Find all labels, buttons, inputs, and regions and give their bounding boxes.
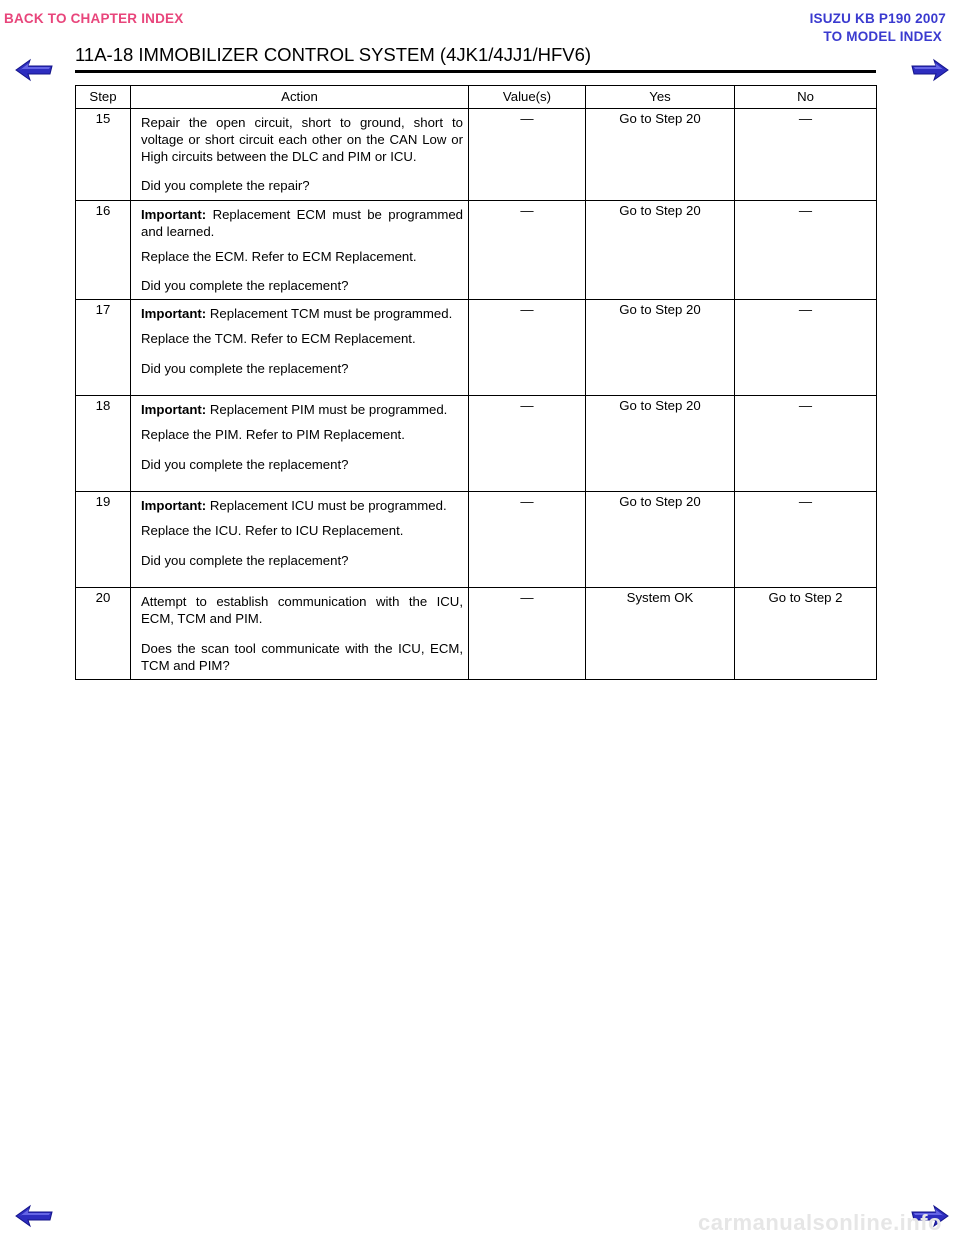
to-model-index-link[interactable]: TO MODEL INDEX bbox=[823, 29, 942, 44]
important-label: Important: bbox=[141, 306, 207, 322]
action-instruction: Replace the ECM. Refer to ECM Replacement. bbox=[141, 248, 417, 264]
header-values: Value(s) bbox=[469, 86, 586, 109]
action-cell bbox=[131, 300, 469, 396]
table-header-row bbox=[76, 86, 877, 109]
back-to-chapter-index-link[interactable]: BACK TO CHAPTER INDEX bbox=[4, 11, 184, 26]
yes-cell: Go to Step 20 bbox=[586, 300, 735, 396]
action-cell bbox=[131, 588, 469, 680]
step-number: 17 bbox=[76, 300, 131, 396]
important-label: Important: bbox=[141, 498, 207, 514]
header-yes: Yes bbox=[586, 86, 735, 109]
value-cell: — bbox=[469, 300, 586, 396]
action-question: Did you complete the replacement? bbox=[141, 360, 349, 376]
action-question: Did you complete the replacement? bbox=[141, 278, 349, 294]
action-question: Did you complete the replacement? bbox=[141, 456, 349, 472]
action-instruction: Repair the open circuit, short to ground, short to voltage or short circuit each other on the CAN Low or High circuits between the DLC and PIM or ICU. bbox=[141, 115, 463, 165]
watermark: carmanualsonline.info bbox=[698, 1210, 942, 1235]
page-title: 11A-18 IMMOBILIZER CONTROL SYSTEM (4JK1/4JJ1/HFV6) bbox=[75, 44, 592, 65]
action-question: Did you complete the replacement? bbox=[141, 552, 349, 568]
previous-page-arrow-icon[interactable] bbox=[14, 58, 54, 82]
value-cell: — bbox=[469, 396, 586, 492]
action-cell bbox=[131, 396, 469, 492]
value-cell: — bbox=[469, 109, 586, 201]
action-instruction: Replace the ICU. Refer to ICU Replacement. bbox=[141, 523, 404, 539]
important-label: Important: bbox=[141, 402, 207, 418]
model-title-link[interactable]: ISUZU KB P190 2007 bbox=[809, 11, 946, 26]
step-number: 18 bbox=[76, 396, 131, 492]
step-number: 16 bbox=[76, 200, 131, 300]
step-number: 20 bbox=[76, 588, 131, 680]
yes-cell: Go to Step 20 bbox=[586, 492, 735, 588]
table-row bbox=[76, 492, 877, 588]
important-text: Replacement ECM must be programmed and learned. bbox=[141, 206, 463, 239]
action-cell bbox=[131, 492, 469, 588]
important-note bbox=[141, 401, 463, 418]
no-cell: Go to Step 2 bbox=[735, 588, 877, 680]
next-page-arrow-icon[interactable] bbox=[910, 58, 950, 82]
important-text: Replacement ICU must be programmed. bbox=[209, 498, 447, 514]
table-row bbox=[76, 588, 877, 680]
no-cell: — bbox=[735, 300, 877, 396]
header-action: Action bbox=[131, 86, 469, 109]
value-cell: — bbox=[469, 588, 586, 680]
yes-cell: Go to Step 20 bbox=[586, 109, 735, 201]
table-row bbox=[76, 396, 877, 492]
action-instruction: Replace the PIM. Refer to PIM Replacement. bbox=[141, 427, 405, 443]
step-number: 15 bbox=[76, 109, 131, 201]
important-text: Replacement TCM must be programmed. bbox=[209, 306, 453, 322]
action-question: Does the scan tool communicate with the ICU, ECM, TCM and PIM? bbox=[141, 640, 463, 673]
action-cell bbox=[131, 109, 469, 201]
important-note bbox=[141, 305, 463, 322]
action-cell bbox=[131, 200, 469, 300]
action-question: Did you complete the repair? bbox=[141, 178, 310, 194]
value-cell: — bbox=[469, 200, 586, 300]
no-cell: — bbox=[735, 396, 877, 492]
value-cell: — bbox=[469, 492, 586, 588]
table-row bbox=[76, 109, 877, 201]
header-no: No bbox=[735, 86, 877, 109]
no-cell: — bbox=[735, 492, 877, 588]
action-instruction: Attempt to establish communication with the ICU, ECM, TCM and PIM. bbox=[141, 594, 463, 627]
important-note bbox=[141, 497, 463, 514]
heading-divider bbox=[75, 70, 876, 73]
previous-page-arrow-icon[interactable] bbox=[14, 1204, 54, 1228]
yes-cell: Go to Step 20 bbox=[586, 396, 735, 492]
yes-cell: System OK bbox=[586, 588, 735, 680]
important-note bbox=[141, 206, 463, 240]
step-number: 19 bbox=[76, 492, 131, 588]
table-row bbox=[76, 200, 877, 300]
diagnostic-procedure-table bbox=[75, 85, 877, 680]
header-step: Step bbox=[76, 86, 131, 109]
action-instruction: Replace the TCM. Refer to ECM Replacement. bbox=[141, 331, 416, 347]
no-cell: — bbox=[735, 200, 877, 300]
no-cell: — bbox=[735, 109, 877, 201]
important-label: Important: bbox=[141, 206, 207, 222]
table-row bbox=[76, 300, 877, 396]
yes-cell: Go to Step 20 bbox=[586, 200, 735, 300]
important-text: Replacement PIM must be programmed. bbox=[209, 402, 448, 418]
